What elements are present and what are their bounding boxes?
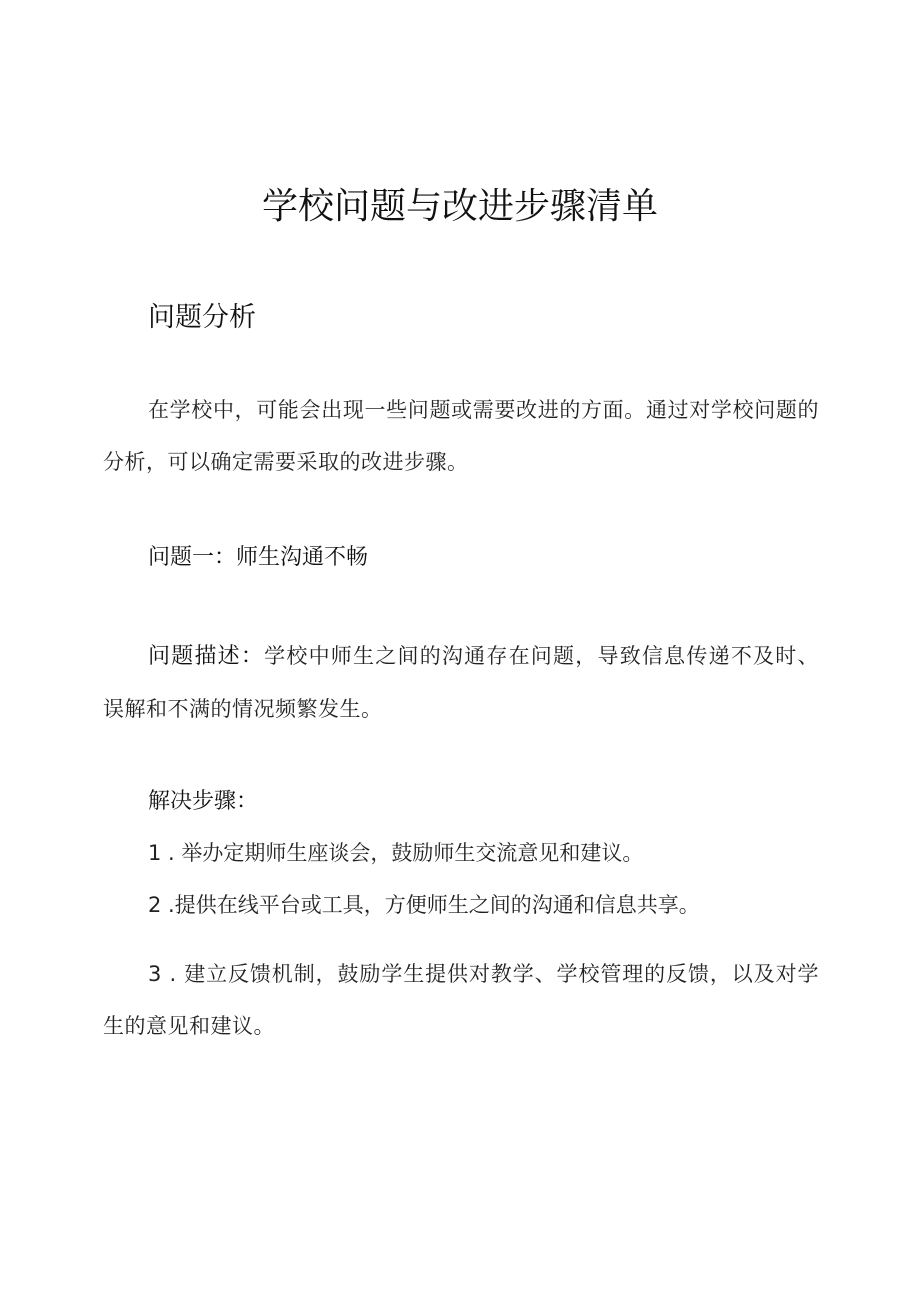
section-heading: 问题分析 bbox=[148, 302, 256, 333]
intro-paragraph: 在学校中，可能会出现一些问题或需要改进的方面。通过对学校问题的分析，可以确定需要采取的改进步骤。 bbox=[103, 398, 819, 474]
problem-heading: 问题一：师生沟通不畅 bbox=[148, 545, 369, 570]
step-item: 3 . 建立反馈机制，鼓励学生提供对教学、学校管理的反馈，以及对学生的意见和建议。 bbox=[103, 962, 819, 1038]
steps-label: 解决步骤： bbox=[148, 789, 259, 814]
step-item: 2 .提供在线平台或工具，方便师生之间的沟通和信息共享。 bbox=[148, 893, 700, 917]
description-text: 学校中师生之间的沟通存在问题，导致信息传递不及时、误解和不满的情况频繁发生。 bbox=[103, 644, 819, 721]
document-title: 学校问题与改进步骤清单 bbox=[261, 186, 658, 227]
step-item: 1 . 举办定期师生座谈会，鼓励师生交流意见和建议。 bbox=[148, 841, 644, 865]
problem-description bbox=[103, 630, 819, 735]
description-label: 问题描述： bbox=[148, 644, 265, 669]
